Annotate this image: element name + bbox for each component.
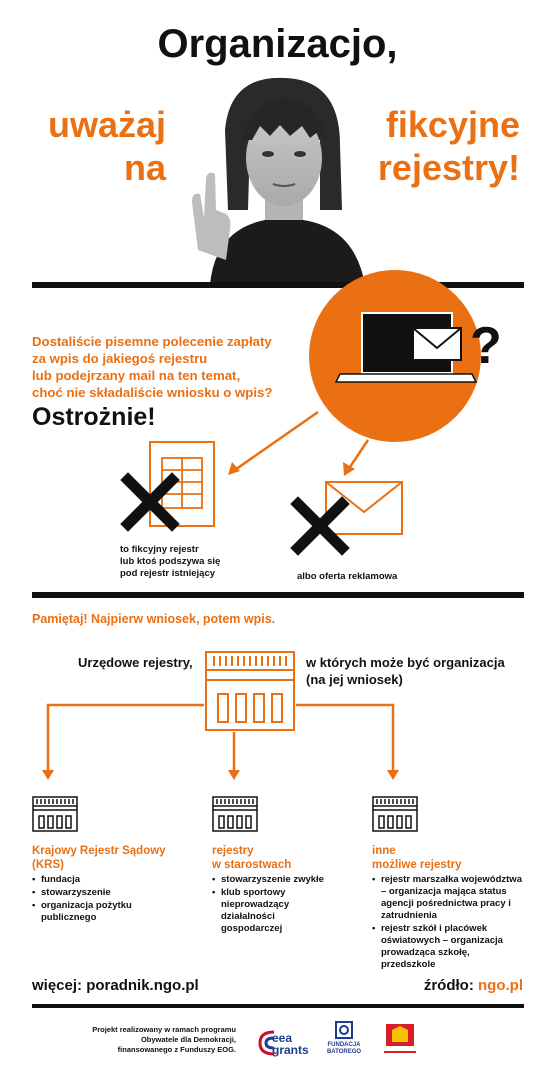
list-item: • rejestr marszałka województwa – organizacja mająca status agencji pośrednictwa pracy i zatrudnienia <box>372 874 524 922</box>
fake-register-line1: to fikcyjny rejestr <box>120 544 199 555</box>
category-krs-title-line2: (KRS) <box>32 859 64 871</box>
category-krs-title-line1: Krajowy Rejestr Sądowy <box>32 845 166 857</box>
official-registers-left: Urzędowe rejestry, <box>78 655 193 670</box>
headline-left-line1: uważaj <box>47 104 166 145</box>
eea-line2: grants <box>272 1043 309 1057</box>
credit-line2: Obywatele dla Demokracji, <box>140 1035 236 1044</box>
category-other <box>372 844 532 972</box>
other-registry-building-icon <box>372 796 418 832</box>
more-info <box>32 977 199 994</box>
category-starostwa-title-line2: w starostwach <box>212 859 292 871</box>
more-link[interactable]: poradnik.ngo.pl <box>86 977 199 994</box>
partner-foundation-logo <box>380 1020 420 1060</box>
list-item: • fundacja <box>32 874 142 886</box>
batory-line1: FUNDACJA <box>327 1042 361 1048</box>
divider-bottom <box>32 1004 524 1008</box>
batory-foundation-logo <box>324 1020 364 1060</box>
credit-line1: Projekt realizowany w ramach programu <box>92 1025 236 1034</box>
eea-line1: eea <box>272 1031 293 1045</box>
official-registers-right-line1: w których może być organizacja <box>306 655 505 670</box>
source-link[interactable]: ngo.pl <box>478 977 523 994</box>
headline-right-line1: fikcyjne <box>385 104 520 145</box>
official-registers-right-line2: (na jej wniosek) <box>306 672 403 687</box>
warning-exclaim: Ostrożnie! <box>32 403 156 431</box>
eea-grants-logo <box>256 1020 309 1060</box>
list-item: • rejestr szkół i placówek oświatowych – organizacja prowadząca szkołę, przedszkole <box>372 923 524 971</box>
headline-right-line2: rejestry! <box>377 147 520 188</box>
list-item: • klub sportowy nieprowadzący działalności gospodarczej <box>212 887 312 935</box>
warning-lead-line1: Dostaliście pisemne polecenie zapłaty <box>32 334 272 349</box>
starostwo-building-icon <box>212 796 258 832</box>
batory-mark <box>334 1020 354 1040</box>
krs-building-icon <box>32 796 78 832</box>
source-label: źródło: <box>423 977 474 994</box>
warning-lead-line2: za wpis do jakiegoś rejestru <box>32 351 208 366</box>
more-label: więcej: <box>32 977 83 994</box>
warning-lead-line3: lub podejrzany mail na ten temat, <box>32 368 241 383</box>
batory-line2: BATOREGO <box>326 1049 362 1055</box>
category-starostwa-title-line1: rejestry <box>212 845 254 857</box>
fake-register-line2: lub ktoś podszywa się <box>120 556 221 567</box>
fake-register-line3: pod rejestr istniejący <box>120 568 216 579</box>
page-title: Organizacjo, <box>157 22 398 66</box>
list-item: • stowarzyszenie <box>32 887 142 899</box>
category-starostwa <box>212 844 342 936</box>
svg-text:?: ? <box>470 317 502 375</box>
remember-note: Pamiętaj! Najpierw wniosek, potem wpis. <box>32 612 276 626</box>
headline-left-line2: na <box>123 147 166 188</box>
ad-offer-label: albo oferta reklamowa <box>297 571 398 582</box>
category-other-title-line1: inne <box>372 845 396 857</box>
list-item: • stowarzyszenie zwykłe <box>212 874 332 886</box>
warning-lead-line4: choć nie składaliście wniosku o wpis? <box>32 385 273 400</box>
category-krs <box>32 844 192 925</box>
category-other-title-line2: możliwe rejestry <box>372 859 462 871</box>
list-item: • organizacja pożytku publicznego <box>32 900 142 924</box>
source-info <box>424 977 523 994</box>
credit-line3: finansowanego z Funduszy EOG. <box>117 1045 236 1054</box>
